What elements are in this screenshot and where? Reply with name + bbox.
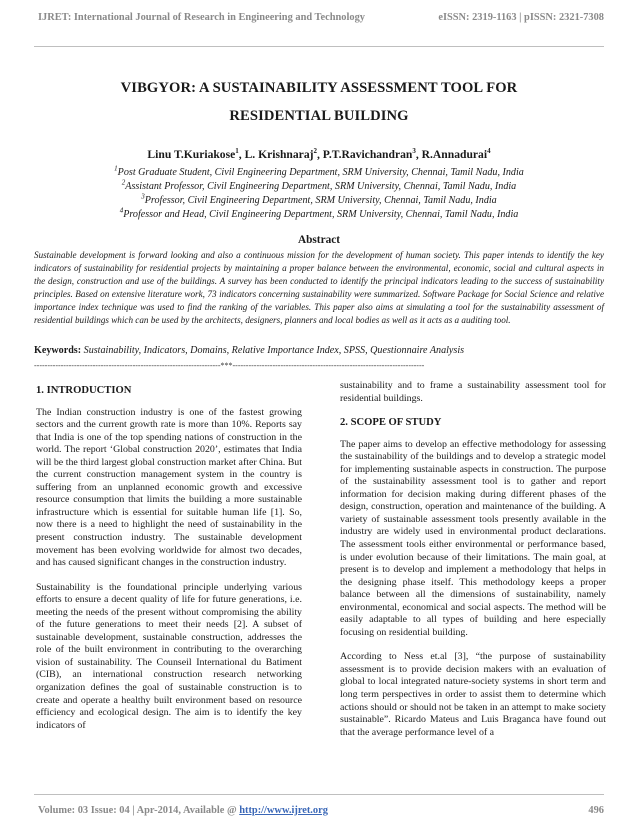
right-column — [340, 380, 606, 751]
affiliation: $^3$Professor, Civil Engineering Department, SRM University, Chennai, Tamil Nadu, India — [141, 192, 497, 206]
footer-rule — [34, 794, 604, 795]
author-list — [40, 148, 598, 161]
author: Linu T.Kuriakose$^1$, — [147, 147, 245, 161]
paper-title-line-1: VIBGYOR: A SUSTAINABILITY ASSESSMENT TOOL FOR — [120, 80, 518, 96]
keywords — [34, 345, 604, 356]
author: P.T.Ravichandran$^3$, — [322, 147, 422, 161]
scope-heading: 2. SCOPE OF STUDY — [340, 417, 442, 429]
header-rule — [34, 46, 604, 47]
author: L. Krishnaraj$^2$, — [244, 147, 323, 161]
scope-paragraph-2: According to Ness et.al [3], “the purpose of sustainability assessment is to provide decision makers with an evaluation of global to local integrated nature-society systems in short term and long term perspectives in order to assist them to determine which actions should or should not be taken in an attempt to make society sustainable”. Ricardo Mateus and Luis Braganca have found out that the average performance level of a — [340, 651, 606, 738]
volume-info: Volume: 03 Issue: 04 | Apr-2014, Available @ http://www.ijret.org — [38, 805, 328, 816]
running-header — [38, 12, 604, 26]
affiliation: $^1$Post Graduate Student, Civil Engineering Department, SRM University, Chennai, Tamil Nadu, India — [114, 164, 524, 178]
paper-title-line-2: RESIDENTIAL BUILDING — [229, 108, 409, 124]
journal-link[interactable]: http://www.ijret.org — [239, 805, 328, 816]
running-footer — [38, 805, 604, 819]
intro-paragraph-2-continued: sustainability and to frame a sustainability assessment tool for residential buildings. — [340, 380, 606, 404]
keywords-text: Sustainability, Indicators, Domains, Relative Importance Index, SPSS, Questionnaire Analysis — [83, 345, 465, 356]
abstract-text: Sustainable development is forward looking and also a continuous mission for the development of human society. This paper intends to identify the key indicators of sustainability for residential projects by maintaining a proper balance between the environmental, economic, social and cultural aspects in the design, construction and use of the buildings. A survey has been conducted to identify the principal indicators leading to the success of sustainability principles. Based on extensive literature work, 73 indicators concerning sustainability were summarized. Software Package for Social Science and relative importance index technique was used to find the ranking of the variables. This paper also aims at simulating a tool for the sustainability assessment of residential buildings which can be used by the architects, designers, planners and local bodies as well as it acts as a auditing tool. — [34, 250, 604, 325]
abstract-heading: Abstract — [297, 234, 341, 246]
issn: eISSN: 2319-1163 | pISSN: 2321-7308 — [438, 12, 604, 23]
affiliation: $^4$Professor and Head, Civil Engineering Department, SRM University, Chennai, Tamil Nadu, India — [119, 206, 519, 220]
author: R.Annadurai$^4$ — [421, 147, 491, 161]
scope-paragraph-1: The paper aims to develop an effective methodology for assessing the sustainability of the buildings and to develop a strategic model for implementing sustainable aspects in construction. The purpose of the sustainability assessment tool is to gather and report information for decision making during different phases of the design, construction, operation and maintenance of the building. A variety of sustainable assessment tools presently available in the industry are widely used in environmental product declarations. The assessment tools either environmental or performance based, is under evolution because of their limitations. The main goal, at present is to develop and implement a methodology that helps in the designing phase itself. This methodology keeps a proper balance between all the dimensions of sustainability, namely environmental, economical and social aspects. The method will be easily adaptable to all types of building and here especially focusing on residential building. — [340, 438, 606, 638]
intro-paragraph-2: Sustainability is the foundational principle underlying various efforts to ensure a decent quality of life for future generations, i.e. meeting the needs of the present without compromising the ability of the future generations to meet their needs [2]. A subset of sustainable development, sustainable construction, addresses the role of the built environment in contributing to the overarching vision of sustainability. The Counseil International du Batiment (CIB), an international construction research networking organization defines the goal of sustainable construction is to create and operate a healthy built environment based on resource efficiency and ecological design. The aim is to identify the key indicators of — [36, 581, 302, 731]
intro-heading: 1. INTRODUCTION — [36, 385, 132, 396]
journal-name: IJRET: International Journal of Research in Engineering and Technology — [38, 12, 365, 23]
intro-paragraph-1: The Indian construction industry is one of the fastest growing sectors and the current growth rate is more than 10%. Reports say that India is one of the top spending nations of construction in the world. The report ‘Global construction 2020’, estimates that India will be the third largest global construction market after China. But the current construction management system in the country is suffering from an unplanned economic growth and excessive resource consumption that limits the building a more sustainable infrastructure which is essential for suitable human life [1]. So, now there is a need to highlight the need of sustainability in the present construction industry. The sustainable development movement has been evolving worldwide for almost two decades, and has caused significant changes in the construction industry. — [36, 406, 302, 569]
section-separator: ----------------------------------------------------------------------***------------------------------------------------------------------------ — [34, 361, 425, 370]
affiliation: $^2$Assistant Professor, Civil Engineering Department, SRM University, Chennai, Tamil Nadu, India — [121, 178, 517, 192]
keywords-label: Keywords: — [34, 345, 82, 356]
left-column — [36, 380, 302, 744]
page-number: 496 — [588, 805, 604, 816]
